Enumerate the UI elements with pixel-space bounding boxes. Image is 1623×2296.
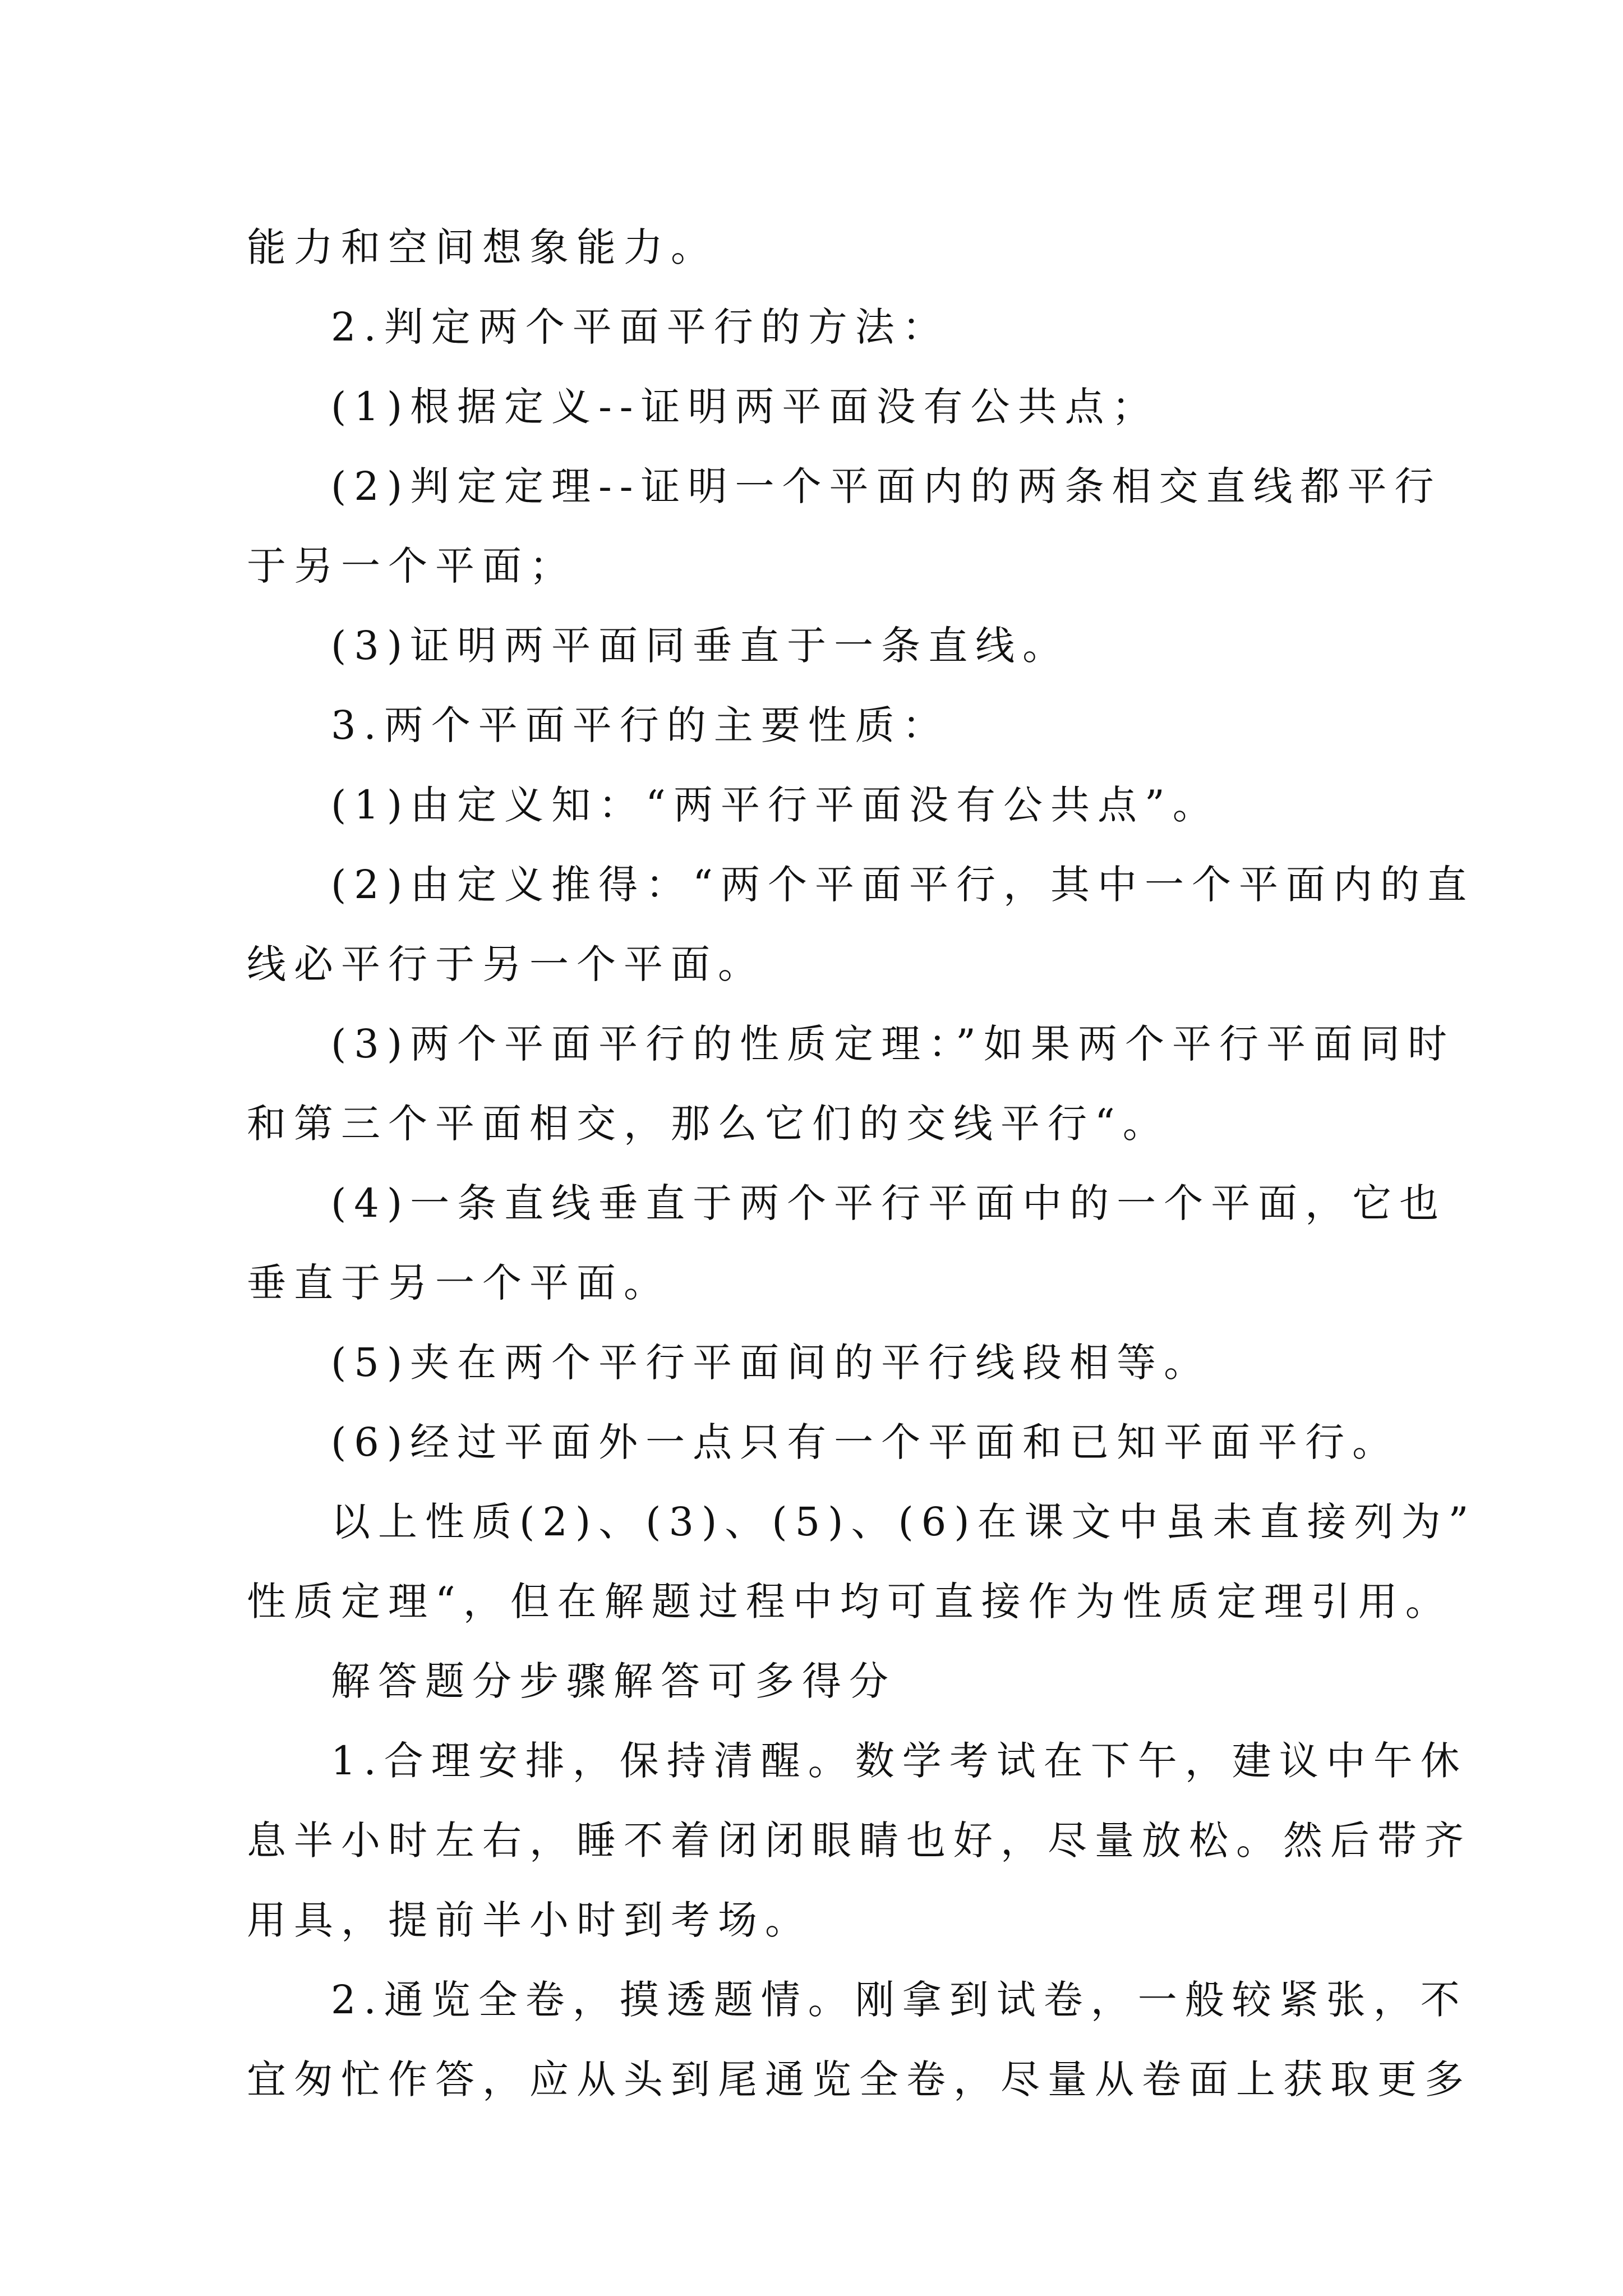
- section-heading: 解答题分步骤解答可多得分: [331, 1658, 896, 1704]
- text-line: (6)经过平面外一点只有一个平面和已知平面平行。: [331, 1419, 1400, 1465]
- text-line: 3.两个平面平行的主要性质：: [331, 702, 949, 748]
- text-line: (5)夹在两个平行平面间的平行线段相等。: [331, 1340, 1211, 1386]
- text-line: 以上性质(2)、(3)、(5)、(6)在课文中虽未直接列为”: [331, 1499, 1477, 1545]
- text-line: 2.通览全卷，摸透题情。刚拿到试卷，一般较紧张，不: [331, 1977, 1468, 2023]
- text-line: (4)一条直线垂直于两个平行平面中的一个平面，它也: [331, 1180, 1447, 1226]
- text-line: (3)证明两平面同垂直于一条直线。: [331, 623, 1070, 669]
- text-line: 1.合理安排，保持清醒。数学考试在下午，建议中午休: [331, 1738, 1468, 1784]
- text-line: (1)根据定义--证明两平面没有公共点；: [331, 384, 1159, 430]
- text-line: 线必平行于另一个平面。: [247, 941, 765, 987]
- text-line: 能力和空间想象能力。: [247, 224, 718, 270]
- text-line: (1)由定义知：“两平行平面没有公共点”。: [331, 782, 1220, 828]
- text-line: 垂直于另一个平面。: [247, 1260, 671, 1306]
- text-line: 息半小时左右，睡不着闭闭眼睛也好，尽量放松。然后带齐: [247, 1818, 1472, 1864]
- text-line: 宜匆忙作答，应从头到尾通览全卷，尽量从卷面上获取更多: [247, 2056, 1472, 2102]
- text-line: (2)判定定理--证明一个平面内的两条相交直线都平行: [331, 463, 1442, 509]
- text-line: (2)由定义推得：“两个平面平行，其中一个平面内的直: [331, 862, 1474, 908]
- text-line: 于另一个平面；: [247, 543, 577, 589]
- text-line: 性质定理“，但在解题过程中均可直接作为性质定理引用。: [247, 1579, 1453, 1625]
- text-line: 和第三个平面相交，那么它们的交线平行“。: [247, 1101, 1170, 1147]
- text-line: (3)两个平面平行的性质定理：”如果两个平行平面同时: [331, 1021, 1455, 1067]
- document-page: [247, 208, 1477, 2119]
- text-line: 2.判定两个平面平行的方法：: [331, 304, 949, 350]
- text-line: 用具，提前半小时到考场。: [247, 1897, 812, 1943]
